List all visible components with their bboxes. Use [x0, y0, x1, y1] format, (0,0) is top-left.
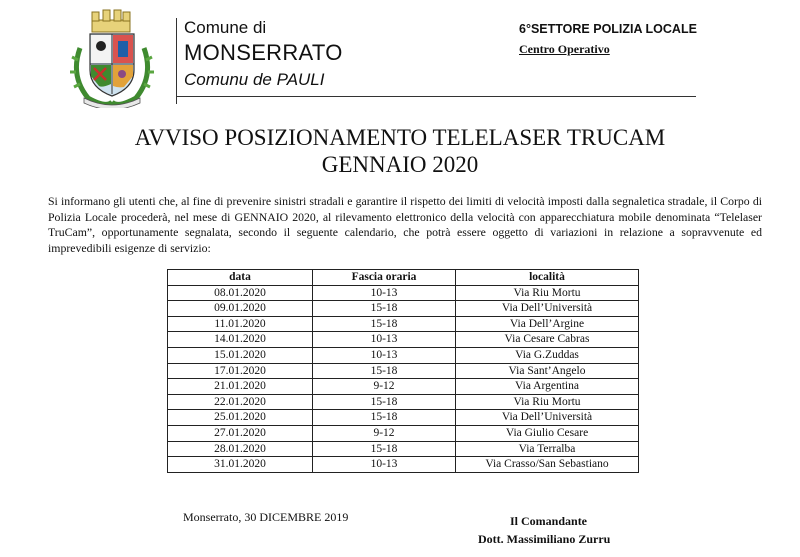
cell-time-slot: 15-18: [313, 316, 456, 332]
cell-time-slot: 10-13: [313, 457, 456, 473]
cell-time-slot: 15-18: [313, 394, 456, 410]
column-header-date: data: [168, 270, 313, 286]
cell-location: Via Giulio Cesare: [456, 425, 639, 441]
cell-date: 22.01.2020: [168, 394, 313, 410]
cell-date: 31.01.2020: [168, 457, 313, 473]
table-row: [168, 457, 639, 473]
cell-location: Via Dell’Università: [456, 301, 639, 317]
cell-location: Via Riu Mortu: [456, 285, 639, 301]
table-row: [168, 410, 639, 426]
comune-name: MONSERRATO: [184, 40, 343, 65]
cell-time-slot: 15-18: [313, 410, 456, 426]
cell-date: 25.01.2020: [168, 410, 313, 426]
cell-time-slot: 9-12: [313, 425, 456, 441]
table-row: [168, 425, 639, 441]
cell-location: Via Terralba: [456, 441, 639, 457]
cell-time-slot: 10-13: [313, 347, 456, 363]
cell-date: 08.01.2020: [168, 285, 313, 301]
cell-location: Via Cesare Cabras: [456, 332, 639, 348]
cell-location: Via Sant’Angelo: [456, 363, 639, 379]
cell-time-slot: 9-12: [313, 379, 456, 395]
comune-sardinian-name: Comunu de PAULI: [184, 70, 325, 89]
table-row: [168, 363, 639, 379]
table-row: [168, 379, 639, 395]
department-name: 6°SETTORE POLIZIA LOCALE: [519, 22, 697, 36]
cell-date: 21.01.2020: [168, 379, 313, 395]
coat-of-arms-icon: [66, 8, 158, 108]
comune-di-label: Comune di: [184, 18, 267, 37]
cell-date: 09.01.2020: [168, 301, 313, 317]
cell-time-slot: 10-13: [313, 285, 456, 301]
notice-title-line-1: AVVISO POSIZIONAMENTO TELELASER TRUCAM: [134, 125, 666, 150]
table-row: [168, 441, 639, 457]
header-horizontal-rule: [176, 96, 696, 97]
cell-location: Via Dell’Argine: [456, 316, 639, 332]
column-header-time-slot: Fascia oraria: [313, 270, 456, 286]
operations-center-label: Centro Operativo: [519, 42, 610, 56]
table-row: [168, 347, 639, 363]
cell-location: Via G.Zuddas: [456, 347, 639, 363]
header-vertical-rule: [176, 18, 177, 104]
cell-date: 27.01.2020: [168, 425, 313, 441]
cell-location: Via Dell’Università: [456, 410, 639, 426]
cell-date: 28.01.2020: [168, 441, 313, 457]
table-row: [168, 301, 639, 317]
cell-location: Via Crasso/San Sebastiano: [456, 457, 639, 473]
table-row: [168, 332, 639, 348]
intro-paragraph: Si informano gli utenti che, al fine di prevenire sinistri stradali e garantire il rispetto dei limiti di velocità imposti dalla segnaletica stradale, il Corpo di Polizia Locale procederà, nel mese di GENNAIO 2020, al rilevamento elettronico della velocità con apparecchiatura mobile denominata “Telelaser TruCam”, opportunamente segnalata, secondo il seguente calendario, che potrà essere oggetto di variazioni in relazione a sopravvenute ed imprevedibili esigenze di servizio:: [48, 194, 762, 255]
cell-time-slot: 15-18: [313, 301, 456, 317]
cell-location: Via Riu Mortu: [456, 394, 639, 410]
signatory-name: Dott. Massimiliano Zurru: [478, 532, 611, 546]
place-and-date: Monserrato, 30 DICEMBRE 2019: [183, 510, 349, 524]
cell-time-slot: 15-18: [313, 441, 456, 457]
table-row: [168, 316, 639, 332]
cell-date: 14.01.2020: [168, 332, 313, 348]
table-row: [168, 285, 639, 301]
cell-time-slot: 10-13: [313, 332, 456, 348]
table-header-row: [168, 270, 639, 286]
cell-date: 17.01.2020: [168, 363, 313, 379]
cell-date: 15.01.2020: [168, 347, 313, 363]
cell-time-slot: 15-18: [313, 363, 456, 379]
notice-title-line-2: GENNAIO 2020: [321, 152, 479, 177]
notice-title: [0, 124, 800, 178]
schedule-table: [167, 269, 639, 473]
signatory-role: Il Comandante: [510, 514, 588, 528]
column-header-location: località: [456, 270, 639, 286]
cell-date: 11.01.2020: [168, 316, 313, 332]
cell-location: Via Argentina: [456, 379, 639, 395]
table-row: [168, 394, 639, 410]
